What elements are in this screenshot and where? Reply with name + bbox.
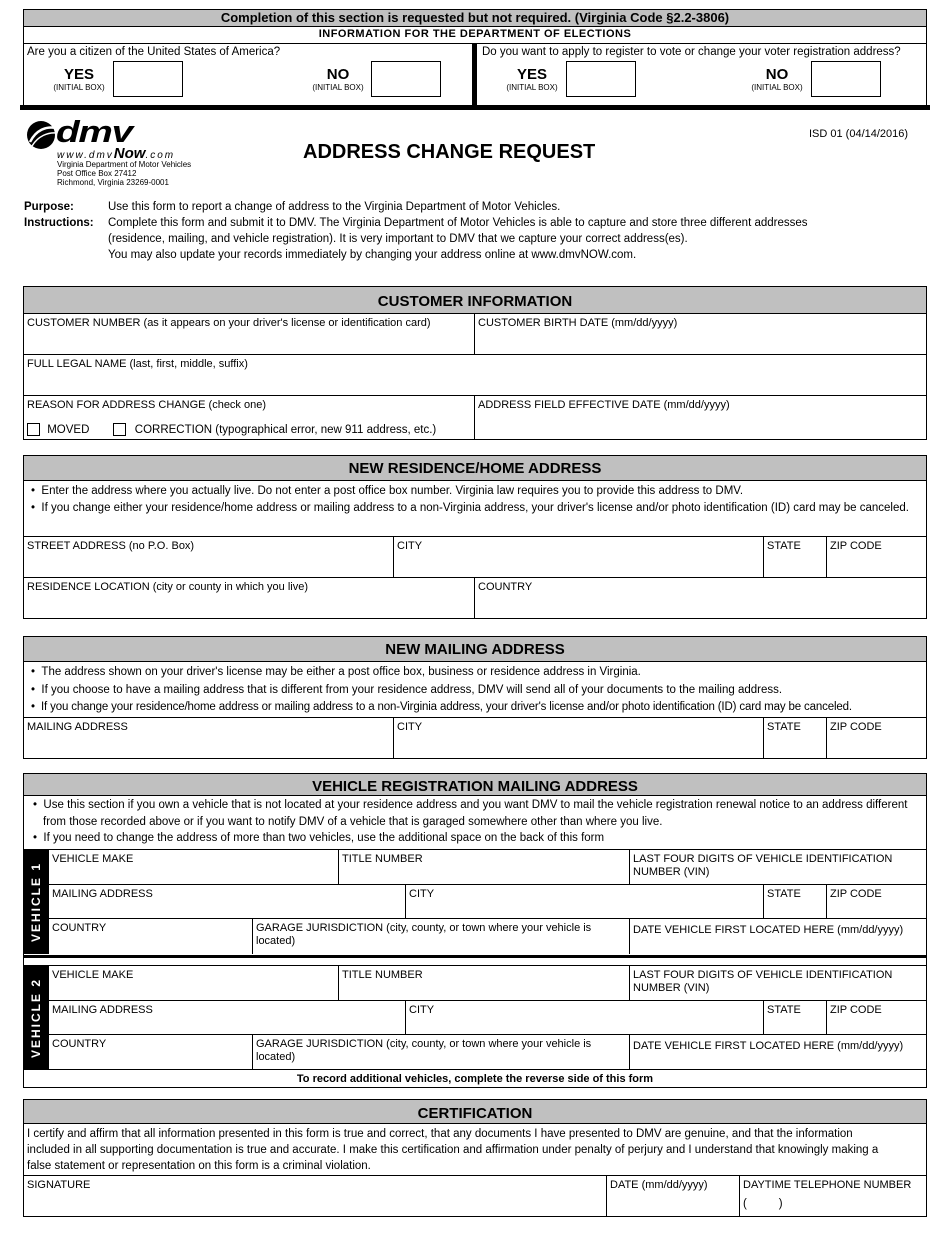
purpose-label: Purpose: xyxy=(24,201,74,213)
citizen-yes-label: YES (INITIAL BOX) xyxy=(53,66,105,92)
form-id: ISD 01 (04/14/2016) xyxy=(809,128,909,140)
moved-checkbox[interactable] xyxy=(27,423,40,436)
residence-instructions xyxy=(27,483,922,516)
phone-area-code: ( ) xyxy=(743,1198,783,1210)
v1-garage-jurisdiction-field[interactable]: GARAGE JURISDICTION (city, county, or town where your vehicle is located) xyxy=(253,919,630,954)
daytime-phone-field[interactable]: DAYTIME TELEPHONE NUMBER ( ) xyxy=(743,1179,912,1210)
certification-text: I certify and affirm that all information presented in this form is true and correct, that any documents I have presented to DMV are genuine, and that the information included in all supporting documentation is true and accurate. I make this certification and affirmation under penalty of perjury and I understand that knowingly making a false statement or representation on this form is a criminal violation. xyxy=(27,1128,879,1172)
reason-field: REASON FOR ADDRESS CHANGE (check one) MOVED CORRECTION (typographical error, new 911 address, etc.) xyxy=(24,396,475,439)
v1-title-number-field[interactable]: TITLE NUMBER xyxy=(339,850,630,885)
dmv-swoosh-icon xyxy=(26,120,58,150)
dmv-address: Virginia Department of Motor Vehicles Post Office Box 27412 Richmond, Virginia 23269-0001 xyxy=(57,160,192,187)
citizen-no-initial-box[interactable] xyxy=(371,61,441,97)
vehicle-1-block xyxy=(24,849,926,954)
v2-city-field[interactable]: CITY xyxy=(406,1001,764,1035)
vehicle-divider xyxy=(23,955,927,958)
v1-vin-field[interactable]: LAST FOUR DIGITS OF VEHICLE IDENTIFICATION NUMBER (VIN) xyxy=(630,850,926,885)
instructions-label: Instructions: xyxy=(24,217,94,229)
mailing-city-field[interactable]: CITY xyxy=(394,718,764,758)
vehicle-instructions xyxy=(29,797,924,847)
certification-date-field[interactable]: DATE (mm/dd/yyyy) xyxy=(607,1176,740,1216)
vehicle-2-label: VEHICLE 2 xyxy=(24,966,48,1070)
residence-bullet-2: • If you change either your residence/home address or mailing address to a non-Virginia address, your driver's license and/or photo identification (ID) card may be canceled. xyxy=(31,501,909,514)
v2-make-field[interactable]: VEHICLE MAKE xyxy=(48,966,339,1001)
v2-state-field[interactable]: STATE xyxy=(764,1001,827,1035)
v1-city-field[interactable]: CITY xyxy=(406,885,764,919)
vehicle-bullet-2: • If you need to change the address of more than two vehicles, use the additional space on the back of this form xyxy=(33,832,605,844)
intro xyxy=(24,199,934,263)
v2-garage-jurisdiction-field[interactable]: GARAGE JURISDICTION (city, county, or town where your vehicle is located) xyxy=(253,1035,630,1070)
dmv-wordmark: dmv xyxy=(56,114,132,149)
moved-label: MOVED xyxy=(47,423,90,436)
signature-field[interactable]: SIGNATURE xyxy=(24,1176,607,1216)
instructions-text: Complete this form and submit it to DMV. The Virginia Department of Motor Vehicles is able to capture and store three different addresses (residence, mailing, and vehicle registration). It is very important to DMV that we capture your correct address(es). You may also update your records immediately by changing your address online at www.dmvNOW.com. xyxy=(108,217,808,261)
elections-divider xyxy=(472,43,477,105)
customer-information-title: CUSTOMER INFORMATION xyxy=(24,287,926,314)
purpose-text: Use this form to report a change of address to the Virginia Department of Motor Vehicles. xyxy=(108,201,561,213)
residence-country-field[interactable]: COUNTRY xyxy=(478,581,533,593)
effective-date-field[interactable]: ADDRESS FIELD EFFECTIVE DATE (mm/dd/yyyy) xyxy=(478,399,730,411)
vehicle-section xyxy=(23,773,927,1088)
customer-information-section xyxy=(23,286,927,440)
citizen-no-label: NO (INITIAL BOX) xyxy=(312,66,364,92)
v2-zip-field[interactable]: ZIP CODE xyxy=(827,1001,926,1035)
voter-yes-initial-box[interactable] xyxy=(566,61,636,97)
residence-title: NEW RESIDENCE/HOME ADDRESS xyxy=(24,456,926,481)
residence-city-field[interactable]: CITY xyxy=(394,537,764,578)
elections-bottom-rule xyxy=(20,105,930,110)
street-address-field[interactable]: STREET ADDRESS (no P.O. Box) xyxy=(24,537,394,578)
v2-title-number-field[interactable]: TITLE NUMBER xyxy=(339,966,630,1001)
v1-country-field[interactable]: COUNTRY xyxy=(48,919,253,954)
mailing-bullet-3: • If you change your residence/home address or mailing address to a non-Virginia address, your driver's license and/or photo identification (ID) card may be canceled. xyxy=(31,701,852,713)
customer-number-field[interactable]: CUSTOMER NUMBER (as it appears on your driver's license or identification card) xyxy=(24,314,475,355)
mailing-title: NEW MAILING ADDRESS xyxy=(24,637,926,662)
residence-section xyxy=(23,455,927,619)
v1-zip-field[interactable]: ZIP CODE xyxy=(827,885,926,919)
vehicle-1-label: VEHICLE 1 xyxy=(24,850,48,954)
citizen-yes-initial-box[interactable] xyxy=(113,61,183,97)
mailing-state-field[interactable]: STATE xyxy=(764,718,827,758)
certification-title: CERTIFICATION xyxy=(24,1100,926,1124)
residence-bullet-1: • Enter the address where you actually live. Do not enter a post office box number. Virginia law requires you to provide this address to DMV. xyxy=(31,485,744,497)
voter-question: Do you want to apply to register to vote or change your voter registration address? xyxy=(482,46,901,58)
v1-mailing-address-field[interactable]: MAILING ADDRESS xyxy=(48,885,406,919)
correction-label: CORRECTION (typographical error, new 911 address, etc.) xyxy=(134,423,437,436)
residence-state-field[interactable]: STATE xyxy=(764,537,827,578)
citizen-question: Are you a citizen of the United States of America? xyxy=(27,46,281,58)
dmv-logo xyxy=(26,114,216,190)
birth-date-field[interactable]: CUSTOMER BIRTH DATE (mm/dd/yyyy) xyxy=(475,314,926,355)
mailing-zip-field[interactable]: ZIP CODE xyxy=(830,721,882,733)
elections-banner xyxy=(23,9,927,27)
v1-state-field[interactable]: STATE xyxy=(764,885,827,919)
v1-date-located-field[interactable]: DATE VEHICLE FIRST LOCATED HERE (mm/dd/yyyy) xyxy=(633,924,904,936)
v2-country-field[interactable]: COUNTRY xyxy=(48,1035,253,1070)
mailing-address-field[interactable]: MAILING ADDRESS xyxy=(24,718,394,758)
vehicle-2-block xyxy=(24,965,926,1070)
vehicle-bullet-1: • Use this section if you own a vehicle that is not located at your residence address and you want DMV to mail the vehicle registration renewal notice to an address different from those recorded above or if you want to notify DMV of a vehicle that is garaged somewhere other than where you live. xyxy=(33,799,908,828)
page-title: ADDRESS CHANGE REQUEST xyxy=(303,141,596,163)
vehicle-title: VEHICLE REGISTRATION MAILING ADDRESS xyxy=(24,774,926,796)
v1-make-field[interactable]: VEHICLE MAKE xyxy=(48,850,339,885)
elections-banner-text: Completion of this section is requested but not required. (Virginia Code §2.2-3806) xyxy=(220,10,730,25)
mailing-bullet-1: • The address shown on your driver's license may be either a post office box, business or residence address in Virginia. xyxy=(31,666,641,678)
certification-section xyxy=(23,1099,927,1217)
dmv-url: www.dmvNow.com xyxy=(57,145,176,162)
correction-checkbox[interactable] xyxy=(113,423,126,436)
vehicle-footer-note: To record additional vehicles, complete the reverse side of this form xyxy=(296,1073,654,1085)
voter-no-initial-box[interactable] xyxy=(811,61,881,97)
v2-date-located-field[interactable]: DATE VEHICLE FIRST LOCATED HERE (mm/dd/yyyy) xyxy=(630,1035,926,1070)
voter-no-label: NO (INITIAL BOX) xyxy=(751,66,803,92)
v2-vin-field[interactable]: LAST FOUR DIGITS OF VEHICLE IDENTIFICATION NUMBER (VIN) xyxy=(630,966,926,1001)
residence-location-field[interactable]: RESIDENCE LOCATION (city or county in which you live) xyxy=(24,578,475,618)
elections-body xyxy=(23,43,927,105)
mailing-bullet-2: • If you choose to have a mailing address that is different from your residence address, DMV will send all of your documents to the mailing address. xyxy=(31,683,783,696)
full-legal-name-field[interactable]: FULL LEGAL NAME (last, first, middle, suffix) xyxy=(24,355,926,396)
mailing-section xyxy=(23,636,927,759)
voter-yes-label: YES (INITIAL BOX) xyxy=(506,66,558,92)
residence-zip-field[interactable]: ZIP CODE xyxy=(827,537,926,578)
mailing-instructions xyxy=(27,664,927,717)
elections-title: INFORMATION FOR THE DEPARTMENT OF ELECTIONS xyxy=(23,26,927,44)
v2-mailing-address-field[interactable]: MAILING ADDRESS xyxy=(48,1001,406,1035)
